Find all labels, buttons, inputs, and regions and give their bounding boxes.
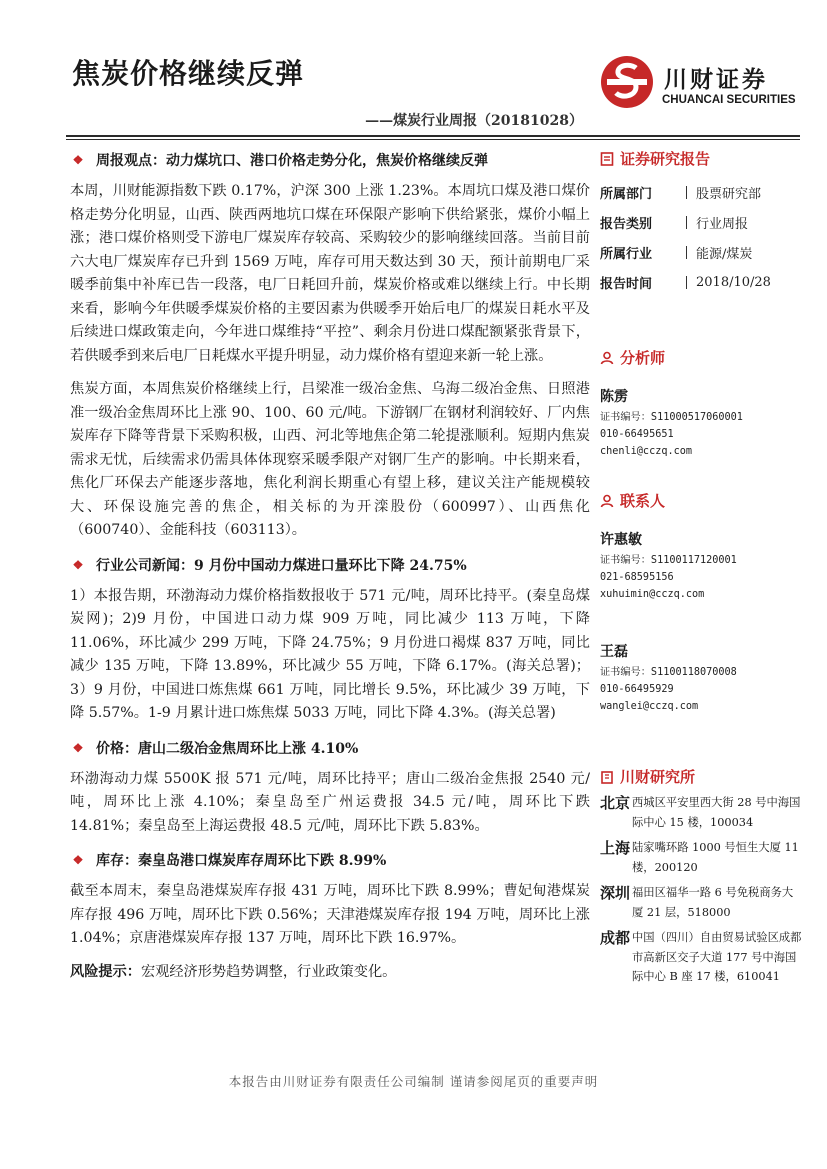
footer-disclaimer: 本报告由川财证券有限责任公司编制 谨请参阅尾页的重要声明: [228, 1074, 599, 1089]
meta-row: 报告时间 2018/10/28: [600, 274, 771, 292]
report-subtitle: ——煤炭行业周报（20181028）: [365, 113, 583, 129]
section-paragraph: 环渤海动力煤 5500K 报 571 元/吨，周环比持平；唐山二级冶金焦报 2540 元/吨，周环比上涨 4.10%；秦皇岛至广州运费报 34.5 元/吨，周环比下跌 14.81%；秦皇岛至上海运费报 48.5 元/吨，周环比下跌 5.83%。: [70, 770, 590, 834]
person-icon: [600, 351, 614, 365]
diamond-bullet-icon: ❖: [72, 853, 84, 867]
section-heading: ❖ 库存：秦皇岛港口煤炭库存周环比下跌 8.99%: [70, 850, 590, 870]
office-item: 深圳 福田区福华一路 6 号免税商务大厦 21 层，518000: [600, 884, 794, 919]
diamond-bullet-icon: ❖: [72, 740, 84, 755]
risk-label: 风险提示：: [70, 963, 141, 980]
header-divider-thin: [66, 139, 800, 140]
header-divider: [66, 135, 800, 137]
report-info-heading: 证券研究报告: [600, 148, 810, 169]
office-item: 上海 陆家嘴环路 1000 号恒生大厦 11 楼，200120: [600, 839, 799, 874]
office-item: 成都 中国（四川）自由贸易试验区成都市高新区交子大道 177 号中海国际中心 B 座 17 楼，610041: [600, 929, 802, 983]
meta-row: 所属行业 能源/煤炭: [600, 246, 753, 262]
contact-section: [600, 490, 810, 715]
sidebar: [600, 148, 810, 297]
contact-icon: [600, 494, 614, 508]
office-item: 北京 西城区平安里西大街 28 号中海国际中心 15 楼，100034: [600, 794, 801, 829]
section-heading: ❖ 行业公司新闻：9 月份中国动力煤进口量环比下降 24.75%: [70, 555, 590, 575]
analyst-section: [600, 347, 810, 460]
brand-name-cn: 川财证券: [664, 66, 768, 93]
institute-heading: 川财研究所: [600, 766, 810, 787]
diamond-bullet-icon: ❖: [72, 557, 84, 572]
institute-section: [600, 766, 810, 987]
section-paragraph: 本周，川财能源指数下跌 0.17%，沪深 300 上涨 1.23%。本周坑口煤及港口煤价格走势分化明显，山西、陕西两地坑口煤在环保限产影响下供给紧张，煤价小幅上涨；港口煤价格则受下游电厂煤炭库存较高、采购较少的影响继续回落。当前目前六大电厂煤炭库存已升到 1569 万吨，库存可用天数达到 30 天，预计前期电厂采暖季前集中补库已告一段落，电厂日耗回升前，煤炭价格或难以继续上行。中长期来看，影响今年供暖季煤炭价格的主要因素为供暖季开始后电厂的煤炭日耗水平及后续进口煤政策走向，今年进口煤维持“平控”、剩余月份进口煤配额紧张背景下，若供暖季到来后电厂日耗煤水平提升明显，动力煤价格有望迎来新一轮上涨。: [70, 183, 590, 364]
main-content: [70, 150, 590, 984]
section-paragraph: 截至本周末，秦皇岛港煤炭库存报 431 万吨，周环比下跌 8.99%；曹妃甸港煤炭库存报 496 万吨，周环比下跌 0.56%；天津港煤炭库存报 194 万吨，周环比上涨 1.04%；京唐港煤炭库存报 137 万吨，周环比下跌 16.97%。: [70, 883, 590, 946]
brand-name-en: CHUANCAI SECURITIES: [662, 94, 796, 106]
contact-heading: 联系人: [600, 490, 810, 511]
diamond-bullet-icon: ❖: [72, 153, 84, 167]
brand-logo: [600, 55, 800, 111]
risk-text: 宏观经济形势趋势调整，行业政策变化。: [140, 963, 397, 980]
meta-row: 报告类别 行业周报: [600, 216, 749, 232]
report-title: 焦炭价格继续反弹: [72, 57, 305, 90]
section-heading: ❖ 价格：唐山二级冶金焦周环比上涨 4.10%: [70, 738, 590, 758]
analyst-card: 陈雳 证书编号：S1100051706000​1 010-66495651 chenli@cczq.com: [600, 389, 743, 457]
building-icon: [600, 770, 614, 784]
contact-card: 许惠敏 证书编号：S1100117120001 021-68595156 xuhuimin@cczq.com: [600, 532, 737, 600]
document-icon: [600, 152, 614, 166]
section-heading: ❖ 周报观点：动力煤坑口、港口价格走势分化，焦炭价格继续反弹: [70, 150, 590, 170]
analyst-heading: 分析师: [600, 347, 810, 368]
meta-row: 所属部门 股票研究部: [600, 186, 762, 202]
section-paragraph: 1）本报告期，环渤海动力煤价格指数报收于 571 元/吨，周环比持平。(秦皇岛煤炭网)；2)9 月份，中国进口动力煤 909 万吨，同比减少 113 万吨，下降 11.06%，环比减少 299 万吨，下降 24.75%；9 月份进口褐煤 837 万吨，同比减少 135 万吨，下降 13.89%，环比减少 55 万吨，下降 6.17%。(海关总署)；3）9 月份，中国进口炼焦煤 661 万吨，同比增长 9.5%，环比减少 39 万吨，下降 5.57%。1-9 月累计进口炼焦煤 5033 万吨，同比下降 4.3%。(海关总署): [70, 587, 590, 721]
risk-warning: [70, 961, 590, 985]
office-list: [600, 793, 810, 987]
chuancai-logo-icon: [600, 55, 654, 109]
section-paragraph: 焦炭方面，本周焦炭价格继续上行，吕梁准一级冶金焦、乌海二级冶金焦、日照港准一级冶金焦周环比上涨 90、100、60 元/吨。下游钢厂在钢材利润较好、厂内焦炭库存下降等背景下采购积极，山西、河北等地焦企第二轮提涨顺利。短期内焦炭需求无忧，后续需求仍需具体体现察采暖季限产对钢厂生产的影响。中长期来看，焦化厂环保去产能逐步落地，焦化利润长期重心有望上移，建议关注产能规模较大、环保设施完善的焦企，相关标的为开滦股份（600997）、山西焦化（600740）、金能科技（603113）。: [70, 381, 590, 538]
contact-card: 王磊 证书编号：S1100118070008 010-66495929 wanglei@cczq.com: [600, 644, 737, 712]
report-meta: [600, 177, 810, 297]
